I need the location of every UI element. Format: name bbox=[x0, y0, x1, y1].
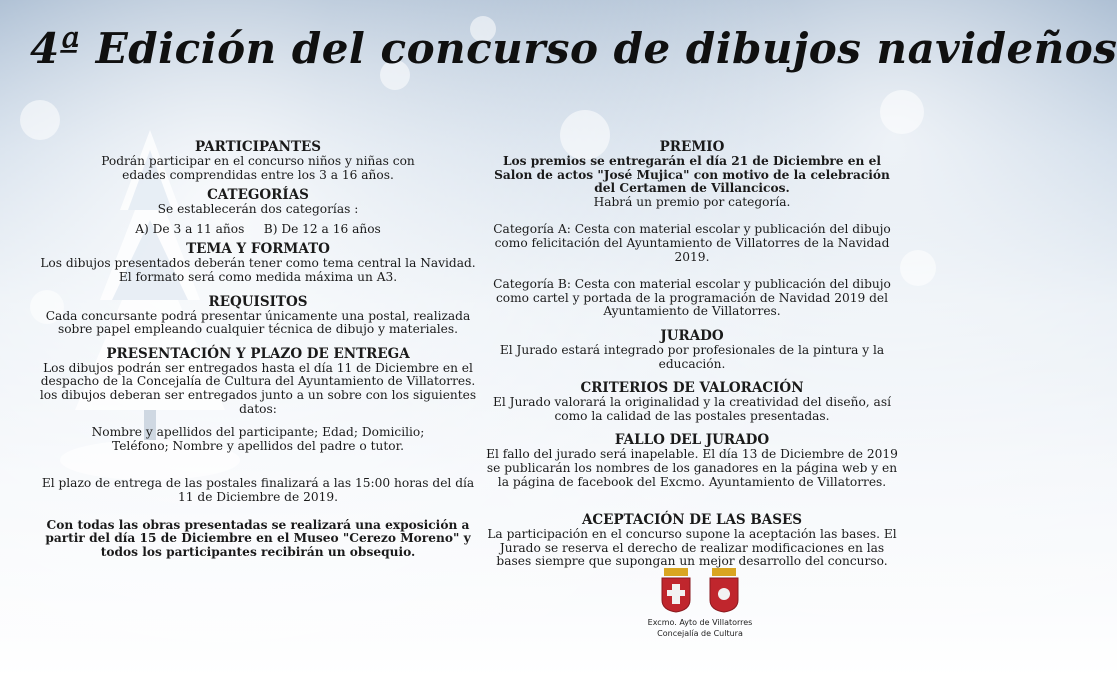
logo-caption-line-2: Concejalía de Cultura bbox=[657, 629, 743, 638]
section-fallo bbox=[482, 433, 902, 489]
heading-criterios: CRITERIOS DE VALORACIÓN bbox=[580, 380, 804, 397]
coat-of-arms-icon bbox=[658, 568, 694, 612]
jurado-text: El Jurado estará integrado por profesionales de la pintura y la educación. bbox=[499, 342, 885, 371]
heading-aceptacion: ACEPTACIÓN DE LAS BASES bbox=[581, 512, 803, 529]
heading-fallo: FALLO DEL JURADO bbox=[614, 432, 770, 449]
heading-presentacion: PRESENTACIÓN Y PLAZO DE ENTREGA bbox=[106, 345, 410, 362]
requisitos-text: Cada concursante podrá presentar únicamente una postal, realizada sobre papel empleando cualquier técnica de dibujo y materiales. bbox=[45, 308, 471, 337]
premio-categoria-a: Categoría A: Cesta con material escolar y publicación del dibujo como felicitación del Ayuntamiento de Villatorres de la Navidad 2019. bbox=[493, 222, 891, 264]
criterios-text: El Jurado valorará la originalidad y la creatividad del diseño, así como la calidad de las postales presentadas. bbox=[493, 395, 891, 423]
heading-tema: TEMA Y FORMATO bbox=[186, 241, 330, 258]
heading-premio: PREMIO bbox=[659, 139, 725, 155]
poster-title: 4ª Edición del concurso de dibujos navideños bbox=[30, 24, 1117, 73]
heading-requisitos: REQUISITOS bbox=[208, 293, 308, 310]
snow-bokeh bbox=[880, 90, 924, 134]
section-participantes bbox=[38, 140, 478, 182]
section-categorias bbox=[38, 188, 478, 236]
ayuntamiento-logo bbox=[640, 568, 760, 664]
categorias-text: Se establecerán dos categorías : bbox=[157, 202, 359, 217]
section-tema bbox=[38, 242, 478, 284]
section-jurado bbox=[482, 329, 902, 371]
presentacion-text-1: Los dibujos podrán ser entregados hasta el día 11 de Diciembre en el despacho de la Concejalía de Cultura del Ayuntamiento de Villatorres. los dibujos deberan ser entregados junto a un sobre con los siguientes datos: bbox=[39, 360, 477, 416]
heading-jurado: JURADO bbox=[660, 327, 724, 344]
heading-participantes: PARTICIPANTES bbox=[194, 139, 322, 155]
premio-bold-text: Los premios se entregarán el día 21 de Diciembre en el Salon de actos "José Mujica" con motivo de la celebración del Certamen de Villancicos. bbox=[494, 154, 890, 196]
section-premio bbox=[482, 140, 902, 319]
categoria-a: A) De 3 a 11 años bbox=[135, 221, 245, 236]
presentacion-text-2: Nombre y apellidos del participante; Edad; Domicilio; Teléfono; Nombre y apellidos del padre o tutor. bbox=[91, 425, 425, 453]
logo-caption-line-1: Excmo. Ayto de Villatorres bbox=[647, 618, 753, 627]
snow-bokeh bbox=[20, 100, 60, 140]
presentacion-text-3: El plazo de entrega de las postales finalizará a las 15:00 horas del día 11 de Diciembre de 2019. bbox=[41, 476, 475, 504]
section-presentacion bbox=[38, 347, 478, 560]
heading-categorias: CATEGORÍAS bbox=[207, 187, 309, 204]
participantes-text: Podrán participar en el concurso niños y niñas con edades comprendidas entre los 3 a 16 años. bbox=[101, 154, 415, 182]
left-column bbox=[38, 140, 478, 559]
coat-of-arms-icon bbox=[706, 568, 742, 612]
section-aceptacion bbox=[482, 513, 902, 569]
premio-text: Habrá un premio por categoría. bbox=[593, 194, 791, 209]
fallo-text: El fallo del jurado será inapelable. El día 13 de Diciembre de 2019 se publicarán los nombres de los ganadores en la página web y en la página de facebook del Excmo. Ayuntamiento de Villatorres. bbox=[486, 447, 898, 489]
presentacion-text-4: Con todas las obras presentadas se realizará una exposición a partir del día 15 de Diciembre en el Museo "Cerezo Moreno" y todos los participantes recibirán un obsequio. bbox=[45, 517, 471, 559]
section-criterios bbox=[482, 381, 902, 423]
premio-categoria-b: Categoría B: Cesta con material escolar y publicación del dibujo como cartel y portada de la programación de Navidad 2019 del Ayuntamiento de Villatorres. bbox=[493, 277, 891, 319]
tema-text: Los dibujos presentados deberán tener como tema central la Navidad. El formato será como medida máxima un A3. bbox=[40, 256, 476, 284]
right-column bbox=[482, 140, 902, 569]
aceptacion-text: La participación en el concurso supone la aceptación las bases. El Jurado se reserva el derecho de realizar modificaciones en las bases siempre que supongan un mejor desarrollo del concurso. bbox=[487, 527, 897, 569]
section-requisitos bbox=[38, 295, 478, 337]
snow-bokeh bbox=[900, 250, 936, 286]
categorias-list bbox=[38, 223, 478, 237]
categoria-b: B) De 12 a 16 años bbox=[263, 221, 381, 236]
